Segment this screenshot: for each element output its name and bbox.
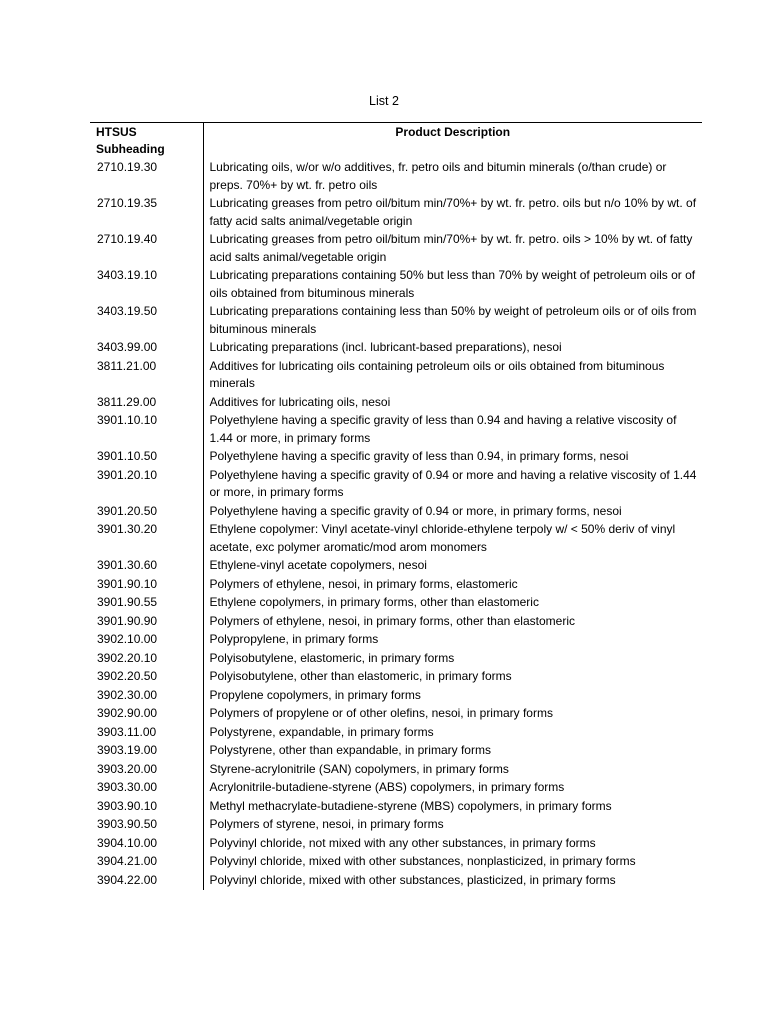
table-row [90,668,702,687]
htsus-subheading-cell: 3903.30.00 [90,779,203,798]
product-description-cell: Polyvinyl chloride, mixed with other substances, nonplasticized, in primary forms [209,854,636,868]
table-row [90,467,702,503]
product-description-cell: Ethylene copolymers, in primary forms, other than elastomeric [209,595,539,609]
product-description-cell: Polystyrene, other than expandable, in primary forms [209,743,491,757]
table-row [90,705,702,724]
product-description-cell: Polyvinyl chloride, not mixed with any other substances, in primary forms [209,835,596,850]
table-row [90,339,702,358]
table-row [90,650,702,669]
table-row [90,358,702,394]
table-row [90,872,702,891]
htsus-subheading-cell: 2710.19.40 [90,231,203,267]
table-row [90,231,702,267]
table-row [90,742,702,761]
htsus-subheading-cell: 3901.20.10 [90,467,203,503]
htsus-subheading-cell: 3902.10.00 [90,631,203,650]
htsus-subheading-cell: 3901.90.55 [90,594,203,613]
product-description-cell: Polymers of propylene or of other olefins, nesoi, in primary forms [209,706,553,720]
table-row [90,159,702,195]
table-row [90,594,702,613]
product-description-cell: Ethylene copolymer: Vinyl acetate-vinyl chloride-ethylene terpoly w/ < 50% deriv of vinyl acetate, exc polymer aromatic/mod arom monomers [209,522,676,554]
htsus-subheading-cell: 3904.21.00 [90,853,203,872]
htsus-subheading-cell: 3403.19.10 [90,267,203,303]
document-title: List 2 [369,94,399,108]
table-row [90,779,702,798]
product-description-cell: Polyisobutylene, other than elastomeric, in primary forms [209,669,512,683]
table-row [90,195,702,231]
htsus-subheading-cell: 3901.30.60 [90,557,203,576]
table-row [90,448,702,467]
htsus-subheading-cell: 3903.90.50 [90,816,203,835]
htsus-subheading-cell: 3902.90.00 [90,705,203,724]
htsus-subheading-cell: 3811.29.00 [90,394,203,413]
table-row [90,853,702,872]
product-description-cell: Lubricating greases from petro oil/bitum min/70%+ by wt. fr. petro. oils but n/o 10% by wt. of fatty acid salts animal/vegetable origin [209,196,697,228]
table-row [90,724,702,743]
product-description-cell: Polyvinyl chloride, mixed with other substances, plasticized, in primary forms [209,872,616,887]
table-row [90,687,702,706]
htsus-subheading-cell: 3902.20.10 [90,650,203,669]
product-description-cell: Polyethylene having a specific gravity of 0.94 or more and having a relative viscosity of 1.44 or more, in primary forms [209,467,697,499]
product-description-cell: Methyl methacrylate-butadiene-styrene (MBS) copolymers, in primary forms [209,798,612,813]
table-row [90,613,702,632]
table-row [90,267,702,303]
htsus-subheading-cell: 3903.90.10 [90,798,203,817]
htsus-subheading-cell: 2710.19.35 [90,195,203,231]
product-description-cell: Polyethylene having a specific gravity of less than 0.94 and having a relative viscosity of 1.44 or more, in primary forms [209,413,677,445]
product-description-cell: Polystyrene, expandable, in primary forms [209,724,434,739]
table-row [90,503,702,522]
table-row [90,412,702,448]
table-row [90,303,702,339]
table-row [90,761,702,780]
product-description-cell: Lubricating greases from petro oil/bitum min/70%+ by wt. fr. petro. oils > 10% by wt. of fatty acid salts animal/vegetable origin [209,232,693,264]
product-description-cell: Lubricating preparations containing 50% but less than 70% by weight of petroleum oils or of oils obtained from bituminous minerals [209,268,696,300]
tariff-list-table [90,122,702,890]
table-header [90,123,702,160]
product-description-cell: Polyisobutylene, elastomeric, in primary forms [209,650,455,665]
product-description-cell: Propylene copolymers, in primary forms [209,687,421,702]
header-row [90,123,702,160]
htsus-subheading-cell: 3811.21.00 [90,358,203,394]
htsus-subheading-cell: 3903.19.00 [90,742,203,761]
product-description-cell: Polymers of ethylene, nesoi, in primary forms, other than elastomeric [209,613,575,628]
table-row [90,521,702,557]
product-description-cell: Styrene-acrylonitrile (SAN) copolymers, in primary forms [209,761,509,776]
htsus-subheading-cell: 3902.20.50 [90,668,203,687]
table-row [90,557,702,576]
product-description-cell: Lubricating preparations (incl. lubricant-based preparations), nesoi [209,340,562,354]
htsus-subheading-cell: 3901.10.50 [90,448,203,467]
tariff-list-table-container [90,122,702,890]
htsus-subheading-cell: 3901.30.20 [90,521,203,557]
table-row [90,816,702,835]
htsus-subheading-cell: 3901.20.50 [90,503,203,522]
header-description: Product Description [395,125,511,139]
product-description-cell: Lubricating oils, w/or w/o additives, fr. petro oils and bitumin minerals (o/than crude) or preps. 70%+ by wt. fr. petro oils [209,160,667,192]
table-row [90,798,702,817]
htsus-subheading-cell: 3904.22.00 [90,872,203,891]
product-description-cell: Polymers of ethylene, nesoi, in primary forms, elastomeric [209,576,518,591]
product-description-cell: Polyethylene having a specific gravity of less than 0.94, in primary forms, nesoi [209,449,629,463]
product-description-cell: Additives for lubricating oils, nesoi [209,394,391,409]
product-description-cell: Additives for lubricating oils containing petroleum oils or oils obtained from bituminous minerals [209,358,665,390]
table-row [90,394,702,413]
table-row [90,576,702,595]
htsus-subheading-cell: 3902.30.00 [90,687,203,706]
htsus-subheading-cell: 3901.90.90 [90,613,203,632]
header-subheading: HTSUS Subheading [90,123,203,160]
htsus-subheading-cell: 3903.20.00 [90,761,203,780]
product-description-cell: Lubricating preparations containing less than 50% by weight of petroleum oils or of oils from bituminous minerals [209,304,697,336]
htsus-subheading-cell: 3901.10.10 [90,412,203,448]
table-body [90,159,702,890]
table-row [90,631,702,650]
htsus-subheading-cell: 3403.99.00 [90,339,203,358]
htsus-subheading-cell: 3403.19.50 [90,303,203,339]
product-description-cell: Acrylonitrile-butadiene-styrene (ABS) copolymers, in primary forms [209,780,565,794]
htsus-subheading-cell: 2710.19.30 [90,159,203,195]
htsus-subheading-cell: 3904.10.00 [90,835,203,854]
table-row [90,835,702,854]
htsus-subheading-cell: 3901.90.10 [90,576,203,595]
product-description-cell: Polypropylene, in primary forms [209,632,379,646]
product-description-cell: Polymers of styrene, nesoi, in primary forms [209,817,444,831]
product-description-cell: Ethylene-vinyl acetate copolymers, nesoi [209,558,427,572]
htsus-subheading-cell: 3903.11.00 [90,724,203,743]
product-description-cell: Polyethylene having a specific gravity of 0.94 or more, in primary forms, nesoi [209,503,622,518]
